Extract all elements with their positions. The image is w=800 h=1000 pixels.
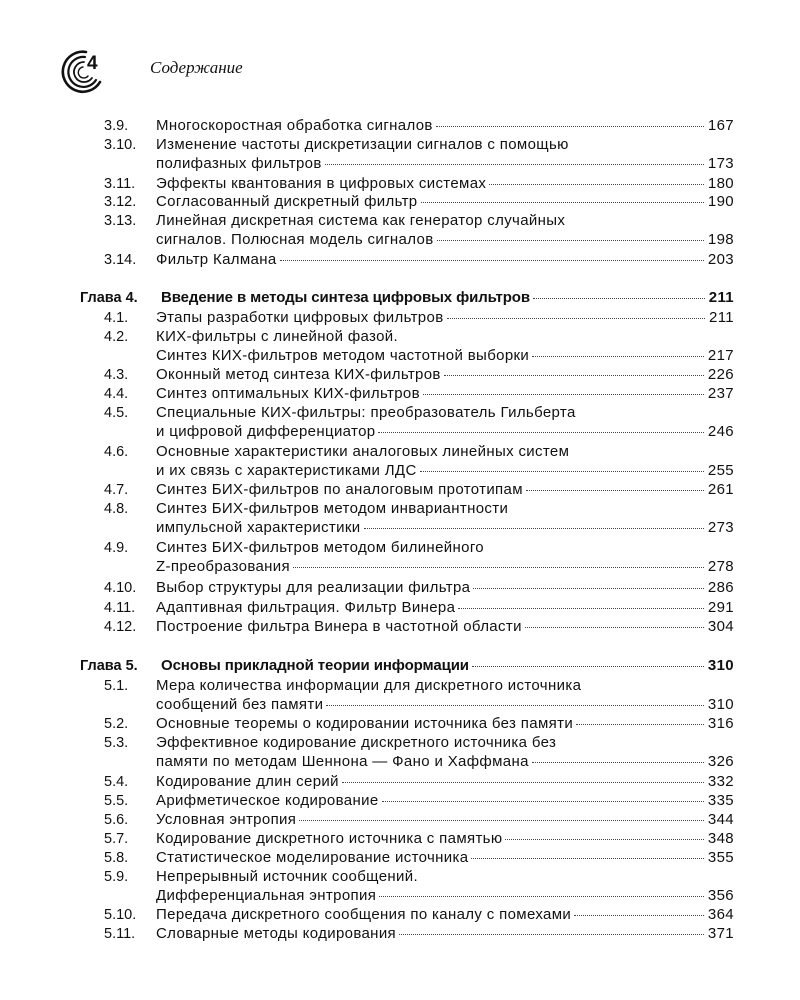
dot-leader	[423, 394, 704, 395]
toc-entry-title: Основные теоремы о кодировании источника без памяти	[156, 715, 574, 732]
toc-entry-title: Условная энтропия	[156, 811, 297, 828]
toc-entry-title: Кодирование длин серий	[156, 773, 339, 790]
toc-page-number: 348	[707, 830, 734, 847]
dot-leader	[447, 318, 706, 319]
toc-entry-title: Этапы разработки цифровых фильтров	[156, 309, 444, 326]
toc-entry-number: 4.10.	[104, 580, 137, 596]
toc-page-number: 198	[707, 231, 734, 248]
toc-entry-number: 3.13.	[104, 213, 137, 229]
dot-leader	[436, 126, 704, 127]
toc-chapter-number: Глава 4.	[80, 290, 138, 306]
toc-page-number: 310	[707, 696, 734, 713]
toc-entry-title: Синтез КИХ-фильтров методом частотной выборки	[156, 347, 530, 364]
toc-entry-title: Статистическое моделирование источника	[156, 849, 469, 866]
toc-entry-number: 4.2.	[104, 329, 129, 345]
toc-entry-title: и цифровой дифференциатор	[156, 423, 376, 440]
dot-leader	[342, 782, 704, 783]
dot-leader	[280, 260, 704, 261]
toc-entry-title: Z-преобразования	[156, 558, 290, 575]
toc-page-number: 371	[707, 925, 734, 942]
toc-entry-title: Фильтр Калмана	[156, 251, 277, 268]
toc-entry-title: Согласованный дискретный фильтр	[156, 193, 418, 210]
toc-entry-title: Синтез БИХ-фильтров по аналоговым прототипам	[156, 481, 523, 498]
toc-page-number: 211	[708, 289, 734, 306]
toc-entry-title: Синтез оптимальных КИХ-фильтров	[156, 385, 420, 402]
toc-entry-title: Оконный метод синтеза КИХ-фильтров	[156, 366, 441, 383]
toc-entry-number: 5.11.	[104, 926, 136, 942]
toc-entry-number: 3.10.	[104, 137, 137, 153]
toc-entry-title: Многоскоростная обработка сигналов	[156, 117, 433, 134]
dot-leader	[399, 934, 704, 935]
toc-page-number: 332	[707, 773, 734, 790]
dot-leader	[382, 801, 704, 802]
dot-leader	[458, 608, 704, 609]
toc-page-number: 286	[707, 579, 734, 596]
dot-leader	[526, 490, 704, 491]
toc-entry-number: 5.8.	[104, 850, 129, 866]
toc-entry-title: Мера количества информации для дискретного источника	[156, 677, 582, 694]
toc-entry-title: Изменение частоты дискретизации сигналов с помощью	[156, 136, 569, 153]
toc-entry-title: Специальные КИХ-фильтры: преобразователь Гильберта	[156, 404, 576, 421]
toc-entry-number: 4.1.	[104, 310, 129, 326]
dot-leader	[525, 627, 704, 628]
dot-leader	[325, 164, 704, 165]
toc-entry-number: 5.3.	[104, 735, 129, 751]
toc-entry-number: 4.11.	[104, 600, 136, 616]
dot-leader	[326, 705, 704, 706]
dot-leader	[379, 896, 704, 897]
toc-entry-number: 4.6.	[104, 444, 129, 460]
toc-entry-number: 4.4.	[104, 386, 129, 402]
toc-entry-title: и их связь с характеристиками ЛДС	[156, 462, 417, 479]
dot-leader	[473, 588, 704, 589]
toc-entry-number: 3.11.	[104, 176, 136, 192]
dot-leader	[574, 915, 704, 916]
toc-entry-title: КИХ-фильтры с линейной фазой.	[156, 328, 399, 345]
toc-entry-title: Введение в методы синтеза цифровых фильтров	[161, 289, 530, 306]
toc-entry-title: Словарные методы кодирования	[156, 925, 397, 942]
page-number: 4	[87, 53, 98, 74]
toc-page-number: 246	[707, 423, 734, 440]
toc-page-number: 344	[707, 811, 734, 828]
toc-page-number: 335	[707, 792, 734, 809]
dot-leader	[532, 356, 704, 357]
toc-page-number: 291	[707, 599, 734, 616]
toc-entry-title: Арифметическое кодирование	[156, 792, 379, 809]
toc-entry-title: Выбор структуры для реализации фильтра	[156, 579, 471, 596]
toc-page-number: 237	[707, 385, 734, 402]
dot-leader	[472, 666, 704, 667]
dot-leader	[444, 375, 704, 376]
toc-entry-title: Адаптивная фильтрация. Фильтр Винера	[156, 599, 456, 616]
dot-leader	[364, 528, 704, 529]
toc-entry-number: 3.9.	[104, 118, 129, 134]
toc-page-number: 316	[707, 715, 734, 732]
dot-leader	[576, 724, 704, 725]
toc-page-number: 190	[707, 193, 734, 210]
dot-leader	[489, 184, 704, 185]
toc-page-number: 364	[707, 906, 734, 923]
toc-entry-number: 3.12.	[104, 194, 137, 210]
dot-leader	[471, 858, 703, 859]
toc-entry-title: Кодирование дискретного источника с памятью	[156, 830, 503, 847]
toc-entry-number: 5.1.	[104, 678, 129, 694]
toc-entry-title: полифазных фильтров	[156, 155, 322, 172]
toc-entry-title: Дифференциальная энтропия	[156, 887, 377, 904]
toc-entry-number: 5.5.	[104, 793, 129, 809]
toc-page-number: 173	[707, 155, 734, 172]
dot-leader	[299, 820, 704, 821]
toc-entry-title: памяти по методам Шеннона — Фано и Хаффмана	[156, 753, 529, 770]
toc-page-number: 355	[707, 849, 734, 866]
dot-leader	[421, 202, 704, 203]
toc-entry-number: 5.9.	[104, 869, 129, 885]
toc-page-number: 273	[707, 519, 734, 536]
toc-entry-number: 5.6.	[104, 812, 129, 828]
toc-entry-number: 3.14.	[104, 252, 137, 268]
toc-entry-number: 5.4.	[104, 774, 129, 790]
toc-entry-title: Передача дискретного сообщения по каналу с помехами	[156, 906, 572, 923]
dot-leader	[437, 240, 704, 241]
toc-entry-number: 4.9.	[104, 540, 129, 556]
toc-page-number: 217	[707, 347, 734, 364]
toc-entry-number: 4.7.	[104, 482, 129, 498]
toc-entry-number: 5.10.	[104, 907, 137, 923]
toc-entry-title: Синтез БИХ-фильтров методом инвариантности	[156, 500, 509, 517]
toc-entry-number: 4.5.	[104, 405, 129, 421]
toc-entry-number: 4.12.	[104, 619, 137, 635]
toc-entry-title: сигналов. Полюсная модель сигналов	[156, 231, 434, 248]
toc-entry-title: Синтез БИХ-фильтров методом билинейного	[156, 539, 484, 556]
dot-leader	[420, 471, 704, 472]
dot-leader	[532, 762, 704, 763]
toc-chapter-number: Глава 5.	[80, 658, 138, 674]
dot-leader	[533, 298, 705, 299]
toc-entry-title: Основные характеристики аналоговых линейных систем	[156, 443, 570, 460]
toc-page-number: 255	[707, 462, 734, 479]
toc-entry-title: сообщений без памяти	[156, 696, 324, 713]
dot-leader	[505, 839, 703, 840]
toc-page-number: 203	[707, 251, 734, 268]
toc-page-number: 167	[707, 117, 734, 134]
toc-entry-title: Основы прикладной теории информации	[161, 657, 469, 674]
running-header-title: Содержание	[150, 58, 243, 77]
toc-page-number: 278	[707, 558, 734, 575]
toc-entry-number: 4.3.	[104, 367, 129, 383]
toc-entry-title: импульсной характеристики	[156, 519, 361, 536]
toc-page-number: 261	[707, 481, 734, 498]
dot-leader	[378, 432, 703, 433]
toc-page-number: 304	[707, 618, 734, 635]
toc-page-number: 326	[707, 753, 734, 770]
toc-entry-title: Линейная дискретная система как генератор случайных	[156, 212, 566, 229]
toc-page-number: 310	[707, 657, 734, 674]
toc-page-number: 356	[707, 887, 734, 904]
toc-entry-number: 5.2.	[104, 716, 129, 732]
toc-entry-title: Эффективное кодирование дискретного источника без	[156, 734, 557, 751]
dot-leader	[293, 567, 704, 568]
toc-entry-title: Непрерывный источник сообщений.	[156, 868, 419, 885]
toc-page-number: 226	[707, 366, 734, 383]
toc-page-number: 180	[707, 175, 734, 192]
toc-entry-number: 5.7.	[104, 831, 129, 847]
toc-entry-number: 4.8.	[104, 501, 129, 517]
toc-entry-title: Построение фильтра Винера в частотной области	[156, 618, 522, 635]
toc-page-number: 211	[709, 309, 734, 326]
toc-entry-title: Эффекты квантования в цифровых системах	[156, 175, 487, 192]
